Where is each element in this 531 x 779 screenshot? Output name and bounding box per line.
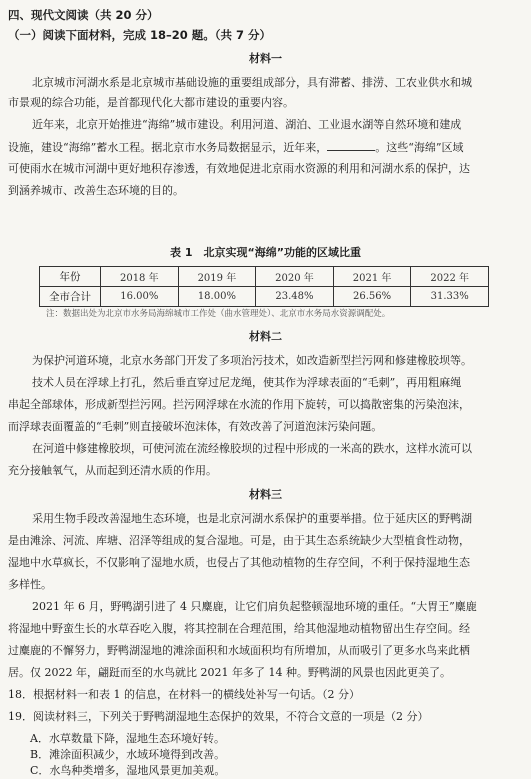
m3-para1-line1: 采用生物手段改善湿地生态环境，也是北京河湖水系保护的重要举措。位于延庆区的野鸭湖 xyxy=(32,512,472,525)
m1-para2-line2-pre: 设施，建设“海绵”蓄水工程。据北京市水务局数据显示，近年来， xyxy=(8,141,328,154)
m3-para1-line4: 多样性。 xyxy=(8,578,52,591)
fill-in-blank[interactable] xyxy=(327,140,375,151)
m3-para2-line1: 2021 年 6 月，野鸭湖引进了 4 只麋鹿，让它们肩负起整顿湿地环境的重任。“大胃王”麋鹿 xyxy=(32,600,477,613)
m2-para2-line3: 而浮球表面覆盖的“毛刺”则直接破坏泡沫体，有效改善了河道泡沫污染问题。 xyxy=(8,420,383,433)
question-19: 19．阅读材料三，下列关于野鸭湖湿地生态保护的效果，不符合文意的一项是（2 分） xyxy=(8,710,429,723)
cell-2021: 26.56% xyxy=(333,287,411,307)
cell-2019: 18.00% xyxy=(178,287,256,307)
sponge-city-table xyxy=(39,266,489,307)
row-label: 全市合计 xyxy=(40,287,101,307)
m1-para1-line2: 市景观的综合功能，是首都现代化大都市建设的重要内容。 xyxy=(8,96,294,109)
cell-2018: 16.00% xyxy=(101,287,179,307)
header-2022: 2022 年 xyxy=(411,267,489,287)
m1-para2-line2-post: 。这些“海绵”区域 xyxy=(375,141,464,154)
header-year: 年份 xyxy=(40,267,101,287)
m1-para2-line4: 到涵养城市、改善生态环境的目的。 xyxy=(8,184,184,197)
part-heading: （一）阅读下面材料，完成 18–20 题。（共 7 分） xyxy=(8,28,272,42)
header-2021: 2021 年 xyxy=(333,267,411,287)
m1-para2-line3: 可使雨水在城市河湖中更好地积存渗透，有效地促进北京雨水资源的利用和河湖水系的保护，达 xyxy=(8,162,470,175)
m3-para2-line4: 居。仅 2022 年，翩跹而至的水鸟就比 2021 年多了 14 种。野鸭湖的风景也因此更美了。 xyxy=(8,666,451,679)
header-2020: 2020 年 xyxy=(256,267,334,287)
option-a[interactable]: A．水草数量下降，湿地生态环境好转。 xyxy=(30,732,225,745)
m1-para2-line2 xyxy=(8,140,464,155)
m2-para2-line1: 技术人员在浮球上打孔，然后垂直穿过尼龙绳，使其作为浮球表面的“毛刺”，再用粗麻绳 xyxy=(32,376,462,389)
option-c[interactable]: C．水鸟种类增多，湿地风景更加美观。 xyxy=(30,764,226,777)
m2-para3-line1: 在河道中修建橡胶坝，可使河流在流经橡胶坝的过程中形成的一米高的跌水，这样水流可以 xyxy=(32,442,472,455)
material-2-title: 材料二 xyxy=(249,330,282,343)
table-row xyxy=(40,287,489,307)
header-2019: 2019 年 xyxy=(178,267,256,287)
question-18: 18．根据材料一和表 1 的信息，在材料一的横线处补写一句话。（2 分） xyxy=(8,688,360,701)
section-heading: 四、现代文阅读（共 20 分） xyxy=(8,8,159,22)
table-caption: 表 1 北京实现“海绵”功能的区域比重 xyxy=(170,246,361,259)
cell-2020: 23.48% xyxy=(256,287,334,307)
table-header-row xyxy=(40,267,489,287)
option-b[interactable]: B．滩涂面积减少，水域环境得到改善。 xyxy=(30,748,226,761)
cell-2022: 31.33% xyxy=(411,287,489,307)
material-1-title: 材料一 xyxy=(249,52,282,65)
m3-para1-line2: 是由滩涂、河流、库塘、沼泽等组成的复合湿地。可是，由于其生态系统缺少大型植食性动物， xyxy=(8,534,470,547)
table-note: 注：数据出处为北京市水务局海绵城市工作处（曲水管理处）、北京市水务局水资源调配处。 xyxy=(46,309,391,319)
m1-para2-line1: 近年来，北京开始推进“海绵”城市建设。利用河道、湖泊、工业退水湖等自然环境和建成 xyxy=(32,118,462,131)
m2-para3-line2: 充分接触氧气，从而起到还清水质的作用。 xyxy=(8,464,217,477)
m2-para2-line2: 串起全部球体，形成新型拦污网。拦污网浮球在水流的作用下旋转，可以捣散密集的污染泡沫， xyxy=(8,398,470,411)
m3-para2-line3: 过麋鹿的不懈努力，野鸭湖湿地的滩涂面积和水域面积均有所增加，从而吸引了更多水鸟来此栖 xyxy=(8,644,470,657)
material-3-title: 材料三 xyxy=(249,488,282,501)
m3-para2-line2: 将湿地中野蛮生长的水草吞吃入腹，将其控制在合理范围，给其他湿地动植物留出生存空间。经 xyxy=(8,622,470,635)
m3-para1-line3: 湿地中水草疯长，不仅影响了湿地水质，也侵占了其他动植物的生存空间，不利于保持湿地生态 xyxy=(8,556,470,569)
header-2018: 2018 年 xyxy=(101,267,179,287)
m2-para1: 为保护河道环境，北京水务部门开发了多项治污技术，如改造新型拦污网和修建橡胶坝等。 xyxy=(32,354,472,367)
m1-para1-line1: 北京城市河湖水系是北京城市基础设施的重要组成部分，具有滞蓄、排涝、工农业供水和城 xyxy=(32,76,472,89)
